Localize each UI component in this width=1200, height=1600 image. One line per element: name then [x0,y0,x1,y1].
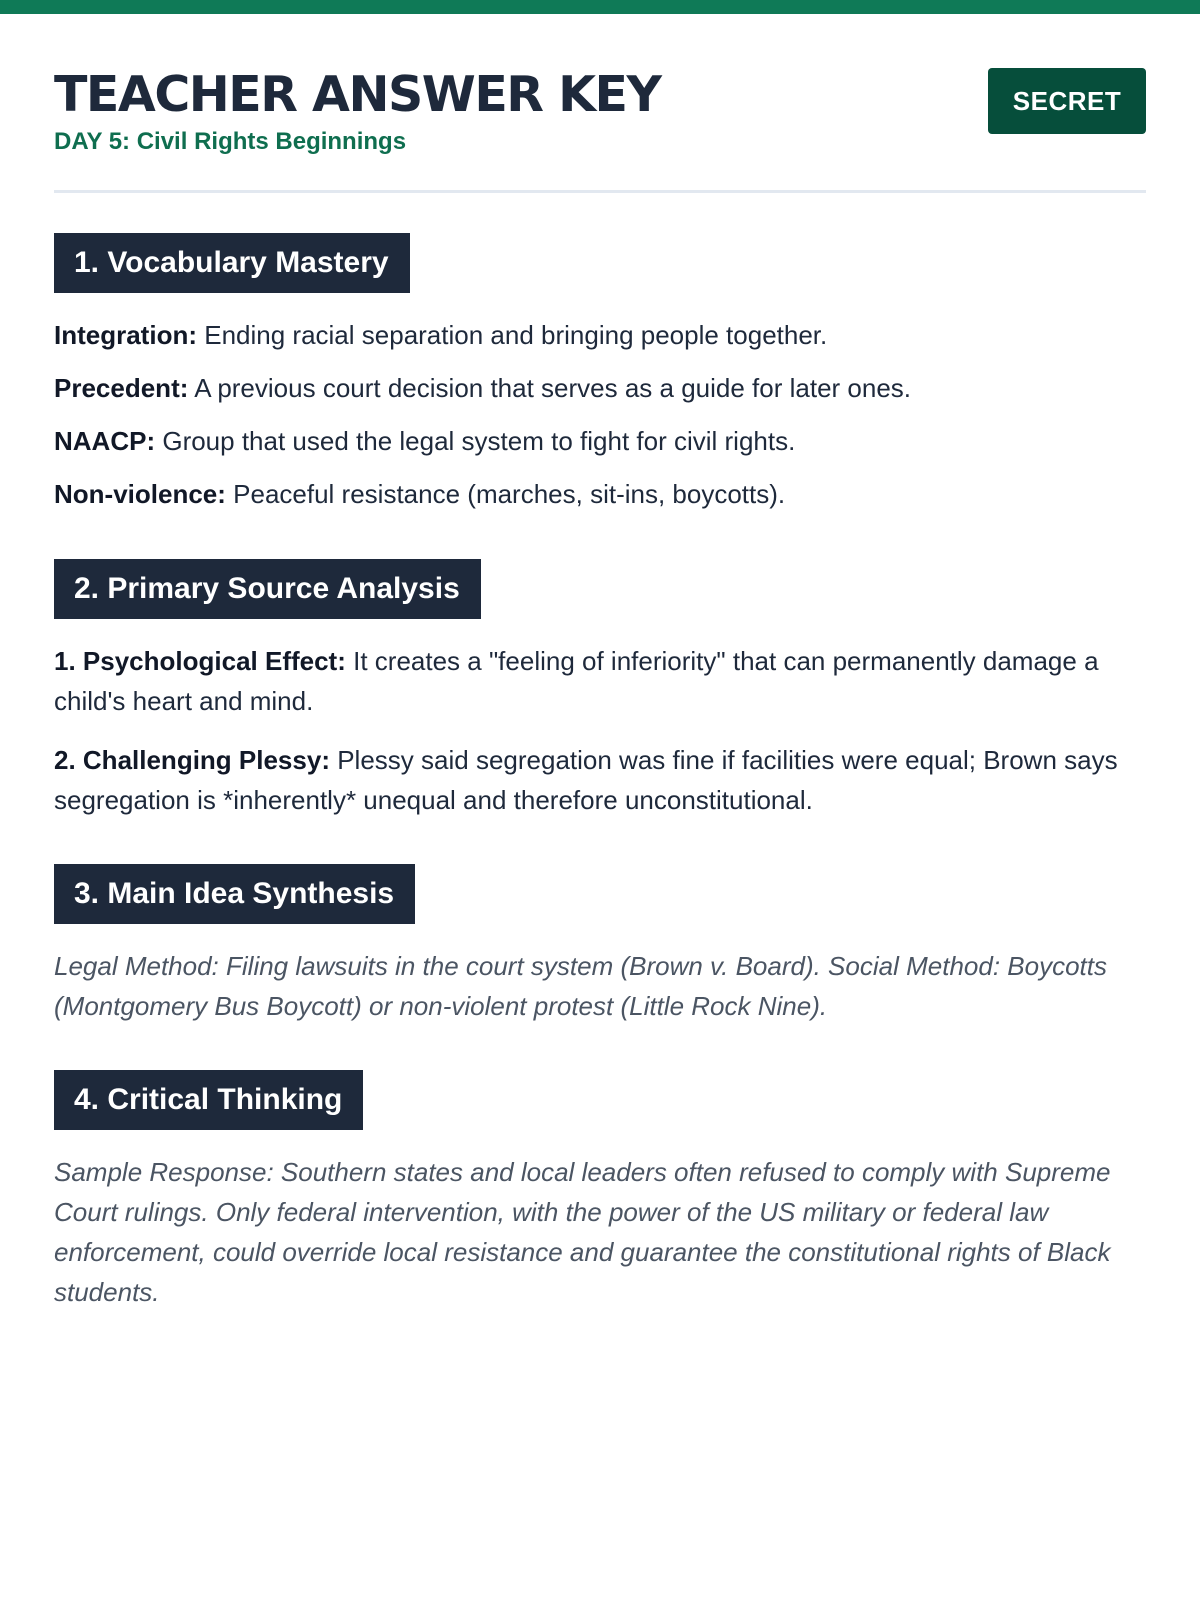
section-main-idea [54,864,1146,1026]
vocab-item [54,474,1146,514]
page-header [54,66,1146,193]
vocab-term: Integration: [54,320,197,350]
vocab-definition: A previous court decision that serves as a guide for later ones. [194,373,912,403]
vocab-definition: Peaceful resistance (marches, sit-ins, boycotts). [233,479,786,509]
page-title: TEACHER ANSWER KEY [54,66,661,123]
vocab-definition: Group that used the legal system to fight for civil rights. [162,426,796,456]
analysis-term: 1. Psychological Effect: [54,646,346,676]
section-primary-source [54,559,1146,820]
top-accent-bar [0,0,1200,14]
vocab-term: NAACP: [54,426,156,456]
analysis-text: Plessy said segregation was fine if facilities were equal; Brown says segregation is *inherently* unequal and therefore unconstitutional. [54,745,1118,815]
answer-key-page [54,66,1146,1338]
main-idea-answer: Legal Method: Filing lawsuits in the court system (Brown v. Board). Social Method: Boycotts (Montgomery Bus Boycott) or non-violent protest (Little Rock Nine). [54,951,1107,1021]
section-heading: 2. Primary Source Analysis [54,559,481,619]
section-heading: 3. Main Idea Synthesis [54,864,415,924]
vocab-item [54,421,1146,461]
section-vocabulary [54,233,1146,514]
section-heading: 1. Vocabulary Mastery [54,233,410,293]
analysis-text: It creates a "feeling of inferiority" that can permanently damage a child's heart and mind. [54,646,1099,716]
vocab-list [54,315,1146,514]
critical-thinking-answer: Sample Response: Southern states and local leaders often refused to comply with Supreme Court rulings. Only federal intervention, with the power of the US military or federal law enforcement, could override local resistance and guarantee the constitutional rights of Black students. [54,1157,1111,1307]
secret-badge: SECRET [988,68,1146,134]
vocab-item [54,315,1146,355]
analysis-term: 2. Challenging Plessy: [54,745,330,775]
section-critical-thinking [54,1070,1146,1312]
vocab-definition: Ending racial separation and bringing people together. [204,320,828,350]
analysis-list [54,641,1146,820]
vocab-item [54,368,1146,408]
section-heading: 4. Critical Thinking [54,1070,363,1130]
vocab-term: Precedent: [54,373,189,403]
vocab-term: Non-violence: [54,479,226,509]
analysis-item [54,641,1146,721]
page-subtitle: DAY 5: Civil Rights Beginnings [54,128,407,155]
analysis-item [54,740,1146,820]
